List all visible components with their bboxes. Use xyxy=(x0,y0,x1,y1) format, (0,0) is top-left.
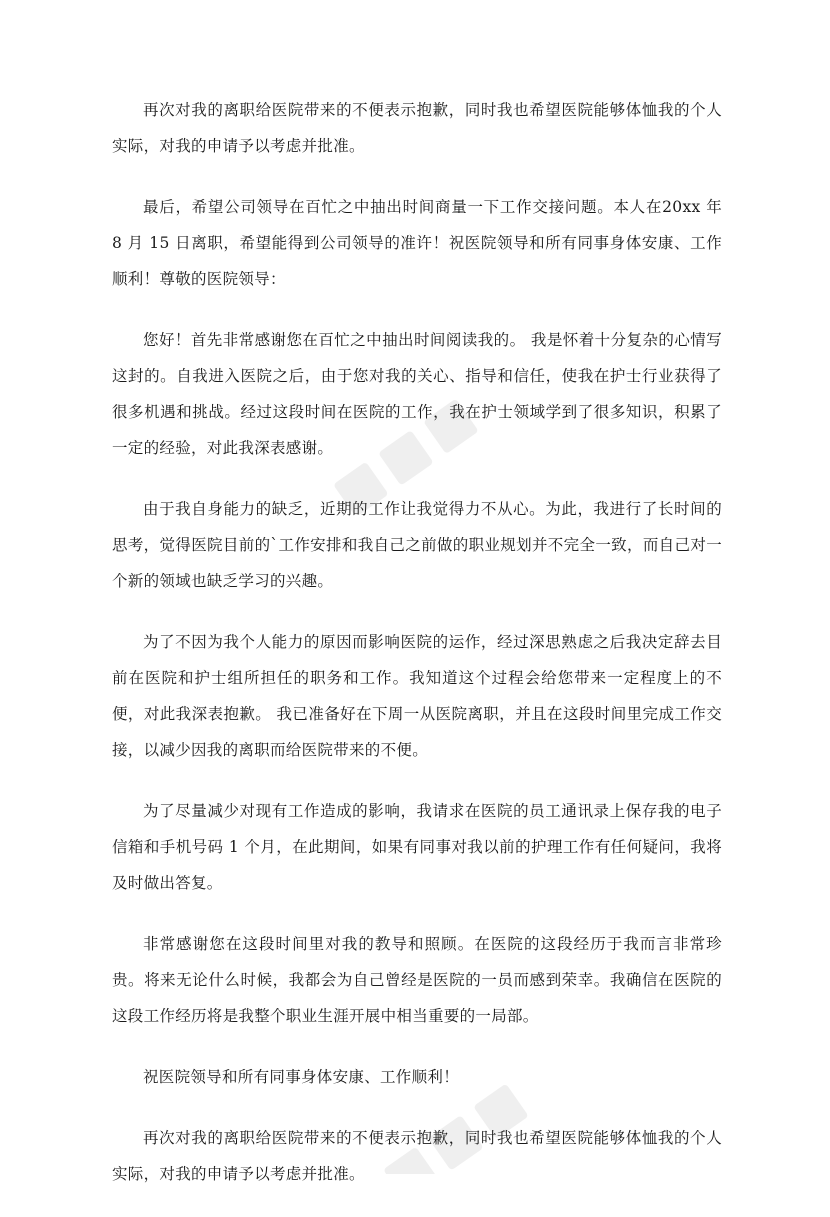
paragraph-6: 为了尽量减少对现有工作造成的影响，我请求在医院的员工通讯录上保存我的电子信箱和手机号码 1 个月，在此期间，如果有同事对我以前的护理工作有任何疑问，我将及时做出答复。 xyxy=(112,802,722,892)
paragraph-8: 祝医院领导和所有同事身体安康、工作顺利！ xyxy=(143,1068,460,1086)
paragraph-2: 最后，希望公司领导在百忙之中抽出时间商量一下工作交接问题。本人在20xx 年 8 月 15 日离职，希望能得到公司领导的准许！祝医院领导和所有同事身体安康、工作顺利！尊敬的医院领导： xyxy=(112,198,722,288)
paragraph-9: 再次对我的离职给医院带来的不便表示抱歉，同时我也希望医院能够体恤我的个人实际，对我的申请予以考虑并批准。 xyxy=(112,1129,722,1183)
letter-body xyxy=(112,92,722,1217)
paragraph-5: 为了不因为我个人能力的原因而影响医院的运作，经过深思熟虑之后我决定辞去目前在医院和护士组所担任的职务和工作。我知道这个过程会给您带来一定程度上的不便，对此我深表抱歉。 我已准备好在下周一从医院离职，并且在这段时间里完成工作交接，以减少因我的离职而给医院带来的不便。 xyxy=(112,633,722,759)
paragraph-1: 再次对我的离职给医院带来的不便表示抱歉，同时我也希望医院能够体恤我的个人实际，对我的申请予以考虑并批准。 xyxy=(112,101,722,155)
paragraph-4: 由于我自身能力的缺乏，近期的工作让我觉得力不从心。为此，我进行了长时间的思考，觉得医院目前的`工作安排和我自己之前做的职业规划并不完全一致，而自己对一个新的领域也缺乏学习的兴趣。 xyxy=(112,500,722,590)
paragraph-3: 您好！首先非常感谢您在百忙之中抽出时间阅读我的。 我是怀着十分复杂的心情写这封的。自我进入医院之后，由于您对我的关心、指导和信任，使我在护士行业获得了很多机遇和挑战。经过这段时间在医院的工作，我在护士领域学到了很多知识，积累了一定的经验，对此我深表感谢。 xyxy=(112,331,722,457)
paragraph-7: 非常感谢您在这段时间里对我的教导和照顾。在医院的这段经历于我而言非常珍贵。将来无论什么时候，我都会为自己曾经是医院的一员而感到荣幸。我确信在医院的这段工作经历将是我整个职业生涯开展中相当重要的一局部。 xyxy=(112,935,722,1025)
